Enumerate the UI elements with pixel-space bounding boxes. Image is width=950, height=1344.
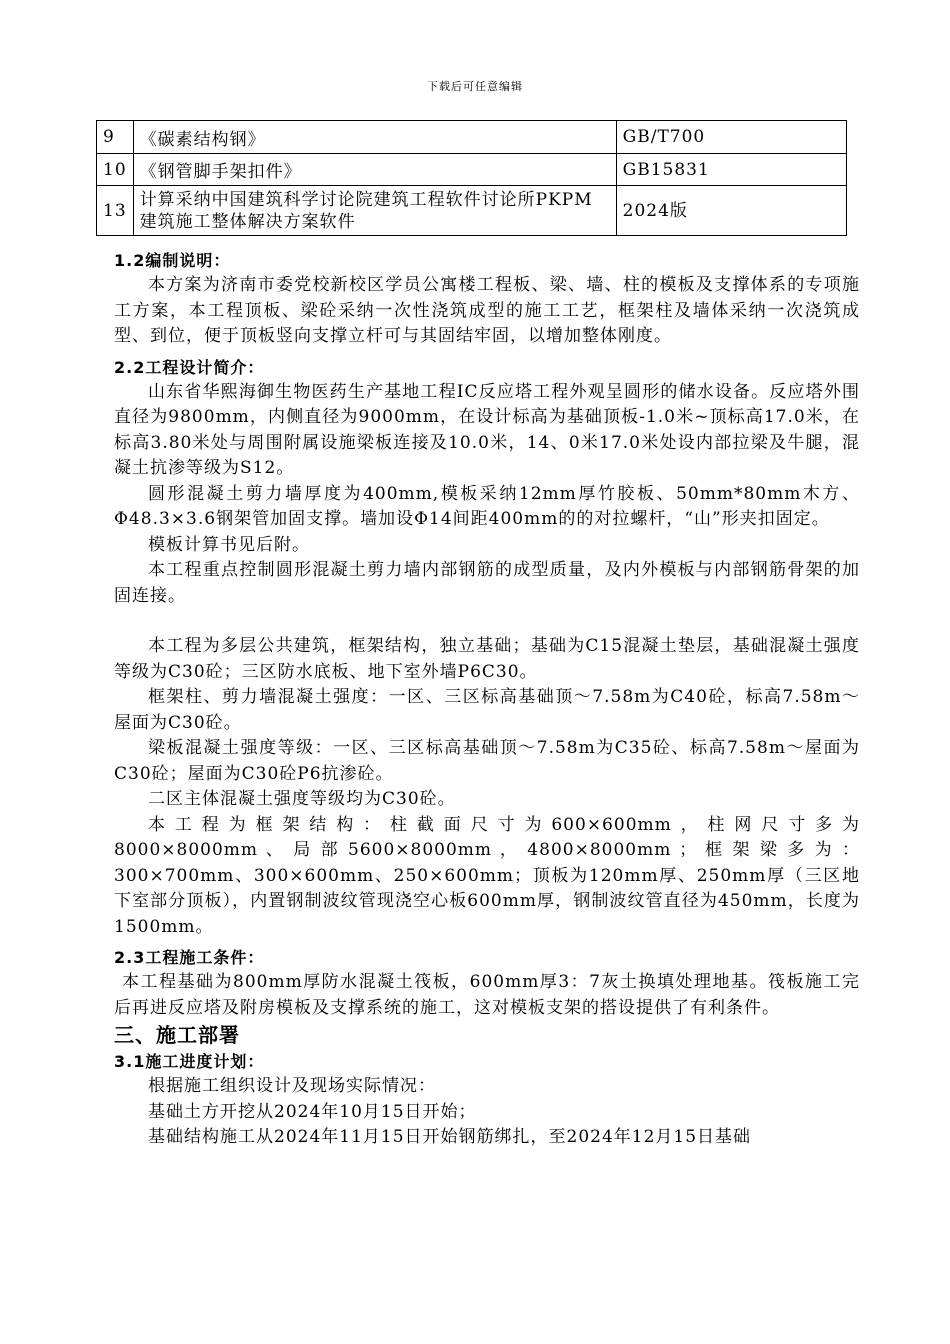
- body-content: [114, 248, 860, 1151]
- row-number: 9: [97, 121, 134, 154]
- reference-standards-table: [96, 120, 847, 236]
- paragraph: 模板计算书见后附。: [148, 534, 310, 555]
- paragraph-line: 8000×8000mm 、 局 部 5600×8000mm ， 4800×8000mm ； 框 架 梁 多 为 ：: [114, 840, 860, 860]
- standard-name: 《碳素结构钢》: [133, 121, 616, 154]
- section-heading-2-3: 2.3工程施工条件：: [114, 948, 265, 967]
- header-note: 下载后可任意编辑: [427, 80, 523, 93]
- paragraph: 二区主体混凝土强度等级均为C30砼。: [148, 789, 456, 809]
- section-heading-3-1: 3.1施工进度计划：: [114, 1052, 265, 1071]
- paragraph: 本工程为多层公共建筑，框架结构，独立基础；基础为C15混凝土垫层，基础混凝土强度等级为C30砼；三区防水底板、地下室外墙P6C30。: [114, 636, 860, 682]
- standard-code: GB15831: [616, 154, 846, 186]
- row-number: 10: [97, 154, 134, 186]
- table-row: [97, 186, 847, 236]
- paragraph: 300×700mm、300×600mm、250×600mm；顶板为120mm厚、250mm厚（三区地下室部分顶板），内置钢制波纹管现浇空心板600mm厚，钢制波纹管直径为450mm，长度为1500mm。: [114, 865, 860, 937]
- paragraph: 基础土方开挖从2024年10月15日开始；: [148, 1101, 477, 1122]
- section-heading-2-2: 2.2工程设计简介：: [114, 357, 265, 377]
- standard-code: 2024版: [616, 186, 846, 236]
- standard-name: 《钢管脚手架扣件》: [133, 154, 616, 186]
- standard-code: GB/T700: [616, 121, 846, 154]
- chapter-heading-3: 三、施工部署: [114, 1023, 240, 1047]
- row-number: 13: [97, 186, 134, 236]
- standard-name: 计算采纳中国建筑科学讨论院建筑工程软件讨论所PKPM建筑施工整体解决方案软件: [133, 186, 616, 236]
- paragraph: 本工程基础为800mm厚防水混凝土筏板，600mm厚3：7灰土换填处理地基。筏板施工完后再进反应塔及附房模板及支撑系统的施工，这对模板支架的搭设提供了有利条件。: [114, 972, 860, 1018]
- paragraph: 基础结构施工从2024年11月15日开始钢筋绑扎，至2024年12月15日基础: [148, 1127, 752, 1147]
- paragraph: 根据施工组织设计及现场实际情况：: [148, 1076, 436, 1096]
- paragraph: 本方案为济南市委党校新校区学员公寓楼工程板、梁、墙、柱的模板及支撑体系的专项施工方案，本工程顶板、梁砼采纳一次性浇筑成型的施工工艺，框架柱及墙体采纳一次浇筑成型、到位，便于顶板竖向支撑立杆可与其固结牢固，以增加整体刚度。: [114, 275, 860, 346]
- paragraph: 梁板混凝土强度等级：一区、三区标高基础顶～7.58m为C35砼、标高7.58m～屋面为C30砼；屋面为C30砼P6抗渗砼。: [114, 738, 860, 784]
- paragraph: 圆形混凝土剪力墙厚度为400mm,模板采纳12mm厚竹胶板、50mm*80mm木方、Φ48.3×3.6钢架管加固支撑。墙加设Φ14间距400mm的的对拉螺杆，“山”形夹扣固定。: [114, 483, 860, 529]
- table-row: [97, 154, 847, 186]
- paragraph: 山东省华熙海御生物医药生产基地工程IC反应塔工程外观呈圆形的储水设备。反应塔外围直径为9800mm，内侧直径为9000mm，在设计标高为基础顶板-1.0米~顶标高17.0米，在标高3.80米处与周围附属设施梁板连接及10.0米，14、0米17.0米处设内部拉梁及牛腿，混凝土抗渗等级为S12。: [114, 381, 860, 478]
- paragraph: 框架柱、剪力墙混凝土强度：一区、三区标高基础顶～7.58m为C40砼，标高7.58m～屋面为C30砼。: [114, 687, 860, 733]
- table-row: [97, 121, 847, 154]
- paragraph-line: 本工程为框架结构：柱截面尺寸为600×600mm，柱网尺寸多为: [148, 814, 860, 835]
- paragraph: 本工程重点控制圆形混凝土剪力墙内部钢筋的成型质量，及内外模板与内部钢筋骨架的加固连接。: [114, 560, 860, 606]
- section-heading-1-2: 1.2编制说明：: [114, 251, 231, 270]
